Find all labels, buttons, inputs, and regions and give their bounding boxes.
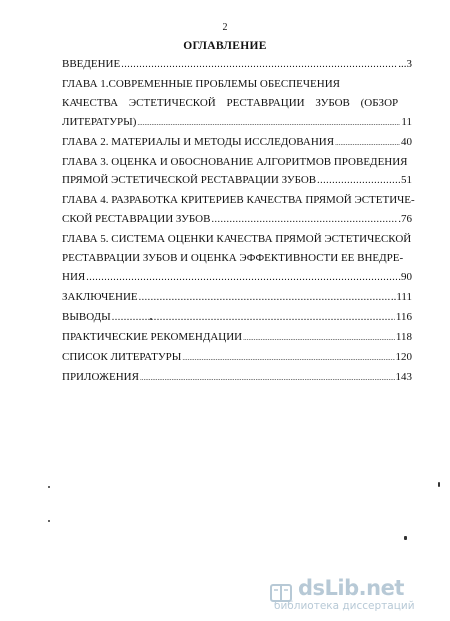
toc-page-number: 51 bbox=[401, 174, 412, 187]
toc-entry-label: ЗАКЛЮЧЕНИЕ bbox=[62, 290, 138, 303]
toc-page-number: 116 bbox=[395, 310, 412, 323]
toc-page-number: 143 bbox=[395, 370, 412, 383]
dot-leader bbox=[211, 211, 397, 230]
toc-entry-label: ГЛАВА 2. МАТЕРИАЛЫ И МЕТОДЫ ИССЛЕДОВАНИЯ bbox=[62, 135, 335, 148]
toc-entry-label: ПРАКТИЧЕСКИЕ РЕКОМЕНДАЦИИ bbox=[62, 330, 243, 343]
toc-page-number: ...3 bbox=[398, 58, 412, 70]
dot-leader bbox=[139, 289, 390, 308]
toc-entry-references bbox=[62, 348, 412, 368]
toc-entry-chapter-2 bbox=[62, 133, 412, 153]
toc-page-number: 11 bbox=[401, 115, 412, 128]
toc-entry-label: ВВЕДЕНИЕ bbox=[62, 58, 121, 70]
scan-speck bbox=[438, 482, 440, 487]
dot-leader bbox=[112, 309, 395, 328]
scan-speck bbox=[48, 520, 50, 522]
dot-leader bbox=[137, 114, 400, 133]
toc-entry-appendices bbox=[62, 368, 412, 388]
toc-entry-recommendations bbox=[62, 328, 412, 348]
toc-entry-label: НИЯ bbox=[62, 270, 86, 283]
toc-entry-label: ГЛАВА 5. СИСТЕМА ОЦЕНКИ КАЧЕСТВА ПРЯМОЙ ЭСТЕТИЧЕСКОЙ bbox=[62, 233, 412, 246]
dot-leader bbox=[335, 134, 400, 153]
toc-entry-label: ГЛАВА 1.СОВРЕМЕННЫЕ ПРОБЛЕМЫ ОБЕСПЕЧЕНИЯ bbox=[62, 77, 340, 90]
watermark-logo: dsLib.net bbox=[298, 576, 404, 600]
toc-entry-label: ПРИЛОЖЕНИЯ bbox=[62, 370, 139, 383]
toc-entry-label: ВЫВОДЫ bbox=[62, 310, 111, 323]
scan-speck bbox=[404, 536, 407, 540]
dot-leader bbox=[317, 172, 400, 191]
toc-entry-label: КАЧЕСТВА ЭСТЕТИЧЕСКОЙ РЕСТАВРАЦИИ ЗУБОВ (ОБЗОР bbox=[62, 96, 399, 109]
toc-entry-label: ГЛАВА 4. РАЗРАБОТКА КРИТЕРИЕВ КАЧЕСТВА ПРЯМОЙ ЭСТЕТИЧЕ- bbox=[62, 194, 415, 207]
toc-entry-label: СПИСОК ЛИТЕРАТУРЫ bbox=[62, 350, 182, 363]
toc-entry-chapter-3 bbox=[62, 153, 412, 192]
toc-entry-chapter-4 bbox=[62, 191, 415, 230]
dot-leader bbox=[243, 329, 395, 348]
toc-entry-chapter-5 bbox=[62, 230, 412, 288]
toc-entry-label: СКОЙ РЕСТАВРАЦИИ ЗУБОВ bbox=[62, 213, 211, 226]
dot-leader bbox=[86, 269, 397, 288]
toc-page-number: 118 bbox=[395, 330, 412, 343]
toc-page-number: .90 bbox=[398, 270, 412, 283]
scan-speck bbox=[150, 318, 152, 320]
toc-entry-introduction bbox=[62, 55, 412, 75]
toc-entry-chapter-1 bbox=[62, 75, 412, 133]
toc-entry-label: ЛИТЕРАТУРЫ) bbox=[62, 115, 137, 128]
toc-entry-findings bbox=[62, 308, 412, 328]
dot-leader bbox=[182, 349, 394, 368]
toc-page-number: 120 bbox=[395, 350, 412, 363]
scan-speck bbox=[48, 486, 50, 488]
dot-leader bbox=[140, 369, 395, 388]
toc-title: ОГЛАВЛЕНИЕ bbox=[183, 40, 267, 52]
toc-entry-label: ГЛАВА 3. ОЦЕНКА И ОБОСНОВАНИЕ АЛГОРИТМОВ ПРОВЕДЕНИЯ bbox=[62, 155, 408, 168]
page-number: 2 bbox=[222, 22, 228, 33]
toc-page-number: .76 bbox=[398, 213, 412, 226]
watermark-subtitle: библиотека диссертаций bbox=[274, 600, 415, 612]
dot-leader bbox=[121, 56, 397, 75]
toc-entry-label: РЕСТАВРАЦИИ ЗУБОВ И ОЦЕНКА ЭФФЕКТИВНОСТИ ЕЕ ВНЕДРЕ- bbox=[62, 252, 404, 265]
watermark bbox=[268, 576, 438, 616]
table-of-contents bbox=[62, 55, 415, 387]
toc-entry-conclusion bbox=[62, 288, 412, 308]
toc-page-number: ..111 bbox=[390, 290, 412, 303]
toc-entry-label: ПРЯМОЙ ЭСТЕТИЧЕСКОЙ РЕСТАВРАЦИИ ЗУБОВ bbox=[62, 174, 317, 187]
toc-page-number: 40 bbox=[401, 135, 412, 148]
